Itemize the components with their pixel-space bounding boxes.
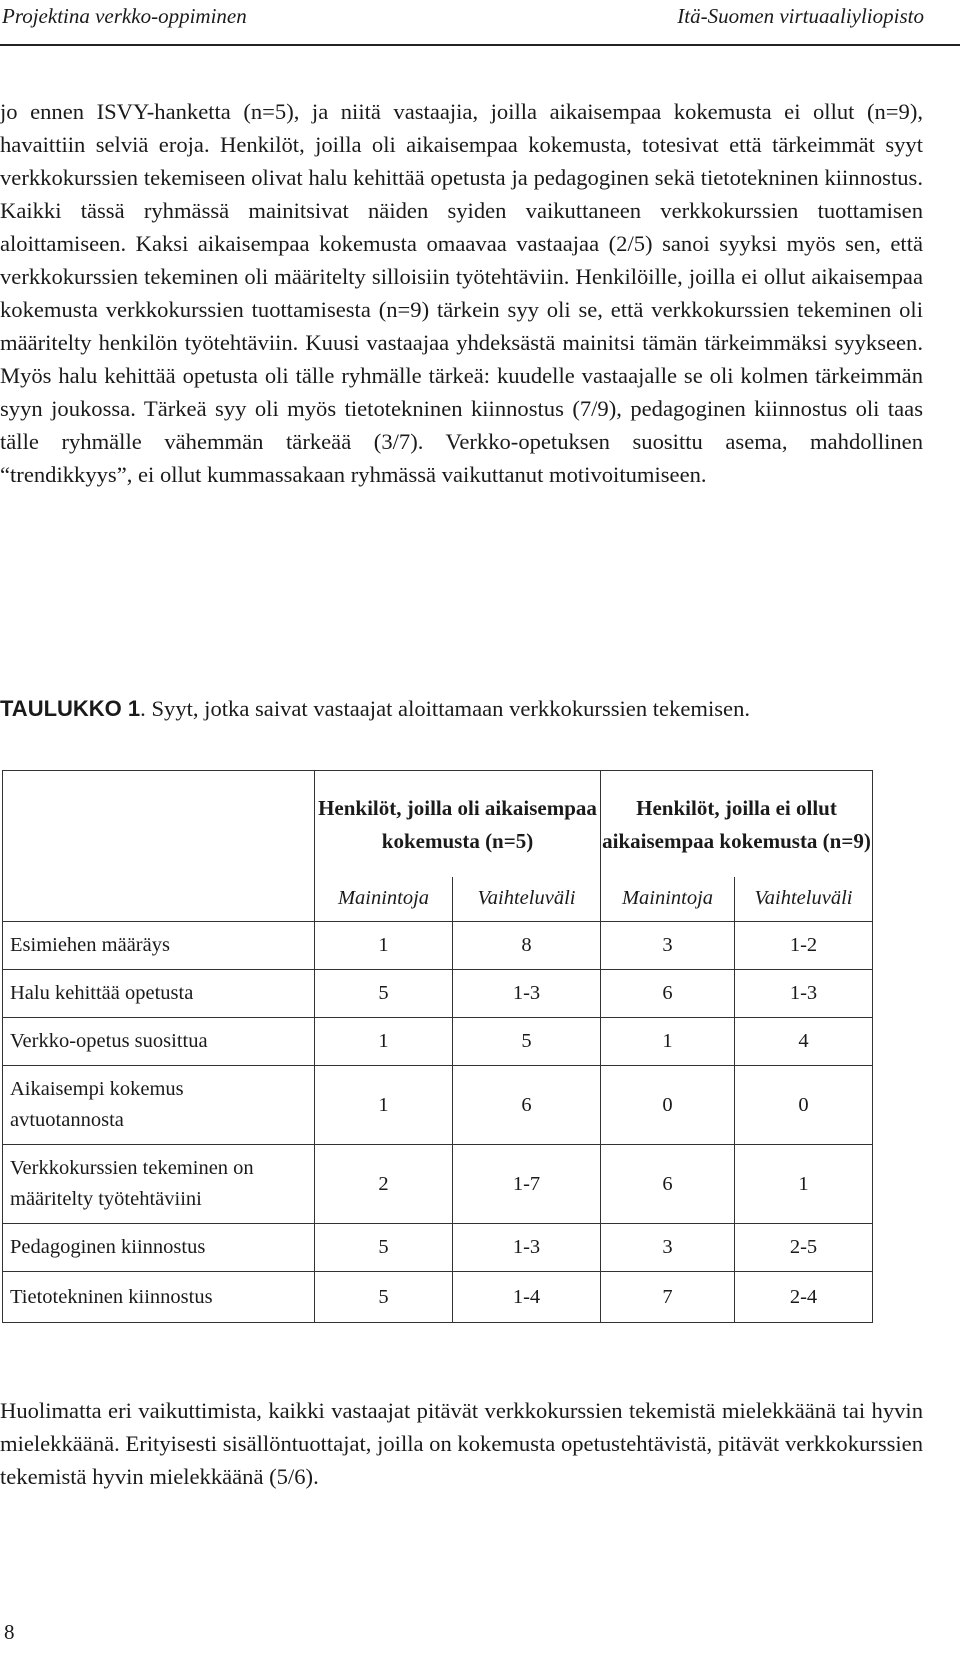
table-cell: 1 — [601, 1018, 735, 1066]
page-number: 8 — [4, 1620, 15, 1644]
table-cell: 1 — [315, 922, 453, 970]
group-header-inexperienced: Henkilöt, joilla ei ollut aikaisempaa kokemusta (n=9) — [601, 771, 873, 877]
sub-header-range-2: Vaihteluväli — [735, 877, 873, 922]
table-cell: 1 — [315, 1018, 453, 1066]
row-label: Tietotekninen kiinnostus — [3, 1272, 315, 1323]
table-cell: 5 — [453, 1018, 601, 1066]
table-cell: 5 — [315, 1272, 453, 1323]
group-header-experienced: Henkilöt, joilla oli aikaisempaa kokemusta (n=5) — [315, 771, 601, 877]
reasons-table — [2, 770, 873, 1323]
table-cell: 5 — [315, 970, 453, 1018]
row-label: Halu kehittää opetusta — [3, 970, 315, 1018]
table-cell: 8 — [453, 922, 601, 970]
table-row — [3, 1272, 873, 1323]
table-corner-cell — [3, 771, 315, 877]
table-caption-text: . Syyt, jotka saivat vastaajat aloittamaan verkkokurssien tekemisen. — [140, 696, 751, 721]
sub-header-mentions-2: Mainintoja — [601, 877, 735, 922]
table-row — [3, 970, 873, 1018]
table-cell: 2-5 — [735, 1224, 873, 1272]
table-cell: 1-3 — [453, 970, 601, 1018]
table-corner-cell-lower — [3, 877, 315, 922]
table-cell: 1 — [315, 1066, 453, 1145]
table-cell: 6 — [601, 970, 735, 1018]
table-cell: 2 — [315, 1145, 453, 1224]
row-label: Pedagoginen kiinnostus — [3, 1224, 315, 1272]
table-cell: 6 — [453, 1066, 601, 1145]
table-cell: 0 — [601, 1066, 735, 1145]
row-label: Verkkokurssien tekeminen on määritelty työtehtäviini — [3, 1145, 315, 1224]
table-cell: 3 — [601, 922, 735, 970]
table-cell: 5 — [315, 1224, 453, 1272]
table-caption — [0, 692, 923, 725]
table-cell: 7 — [601, 1272, 735, 1323]
table-cell: 2-4 — [735, 1272, 873, 1323]
table-cell: 1-3 — [735, 970, 873, 1018]
table-row — [3, 1018, 873, 1066]
table-cell: 1-2 — [735, 922, 873, 970]
body-paragraph-2: Huolimatta eri vaikuttimista, kaikki vastaajat pitävät verkkokurssien tekemistä mielekkäänä tai hyvin mielekkäänä. Erityisesti sisällöntuottajat, joilla on kokemusta opetustehtävistä, pitävät verkkokurssien tekemistä hyvin mielekkäänä (5/6). — [0, 1398, 924, 1489]
table-row — [3, 1145, 873, 1224]
table-row — [3, 1224, 873, 1272]
header-publisher: Itä-Suomen virtuaaliyliopisto — [677, 4, 924, 28]
row-label: Aikaisempi kokemus avtuotannosta — [3, 1066, 315, 1145]
running-header — [0, 0, 960, 46]
row-label: Esimiehen määräys — [3, 922, 315, 970]
table-group-header-row — [3, 771, 873, 877]
table-cell: 0 — [735, 1066, 873, 1145]
table-cell: 1-4 — [453, 1272, 601, 1323]
table-row — [3, 1066, 873, 1145]
table-cell: 4 — [735, 1018, 873, 1066]
table-cell: 6 — [601, 1145, 735, 1224]
sub-header-range-1: Vaihteluväli — [453, 877, 601, 922]
table-cell: 1 — [735, 1145, 873, 1224]
row-label: Verkko-opetus suosittua — [3, 1018, 315, 1066]
table-row — [3, 922, 873, 970]
sub-header-mentions-1: Mainintoja — [315, 877, 453, 922]
table-cell: 1-7 — [453, 1145, 601, 1224]
table-cell: 3 — [601, 1224, 735, 1272]
table-sub-header-row — [3, 877, 873, 922]
body-paragraph-1: jo ennen ISVY-hanketta (n=5), ja niitä vastaajia, joilla aikaisempaa kokemusta ei ollut (n=9), havaittiin selviä eroja. Henkilöt, joilla oli aikaisempaa kokemusta, totesivat että tärkeimmät syyt verkkokurssien tekemiseen olivat halu kehittää opetusta ja pedagoginen sekä tietotekninen kiinnostus. Kaikki tässä ryhmässä mainitsivat näiden syiden vaikuttaneen verkkokurssien tuottamisen aloittamiseen. Kaksi aikaisempaa kokemusta omaavaa vastaajaa (2/5) sanoi syyksi myös sen, että verkkokurssien tekeminen oli määritelty silloisiin työtehtäviin. Henkilöille, joilla ei ollut aikaisempaa kokemusta verkkokurssien tuottamisesta (n=9) tärkein syy oli se, että verkkokurssien tekeminen oli määritelty henkilön työtehtäviin. Kuusi vastaajaa yhdeksästä mainitsi tämän tärkeimmäksi syykseen. Myös halu kehittää opetusta oli tälle ryhmälle tärkeä: kuudelle vastaajalle se oli kolmen tärkeimmän syyn joukossa. Tärkeä syy oli myös tietotekninen kiinnostus (7/9), pedagoginen kiinnostus oli taas tälle ryhmälle vähemmän tärkeää (3/7). Verkko-opetuksen suosittu asema, mahdollinen “trendikkyys”, ei ollut kummassakaan ryhmässä vaikuttanut motivoitumiseen. — [0, 99, 923, 487]
header-title: Projektina verkko-oppiminen — [2, 4, 247, 28]
table-caption-label: TAULUKKO 1 — [0, 696, 141, 721]
table-cell: 1-3 — [453, 1224, 601, 1272]
